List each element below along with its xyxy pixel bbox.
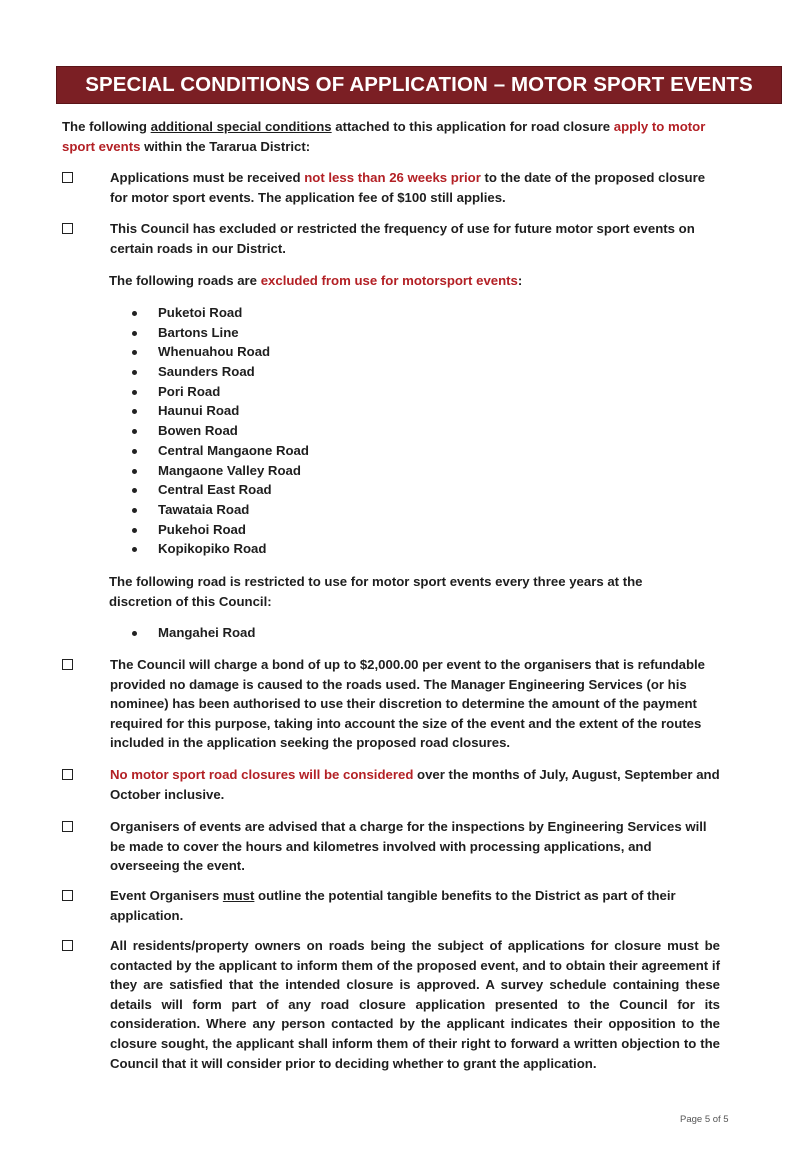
list-item [110,362,309,382]
condition-text [110,886,720,925]
restricted-roads-list [110,623,255,643]
excluded-roads-lead [109,271,709,291]
condition-text: Organisers of events are advised that a charge for the inspections by Engineering Services will be made to cover the hours and kilometres involved with processing applications, and overseeing the event. [110,819,707,874]
list-item [110,461,309,481]
road-name: Haunui Road [158,403,240,419]
road-name: Pori Road [158,383,221,399]
title-banner [56,66,782,104]
bullet-icon [132,488,137,493]
road-name: Saunders Road [158,364,255,380]
road-name: Central East Road [158,482,272,498]
intro-paragraph [62,117,730,156]
page-number: Page 5 of 5 [680,1114,729,1125]
bullet-icon [132,429,137,434]
road-name: Kopikopiko Road [158,541,267,557]
months-highlight: No motor sport road closures will be considered [110,767,414,782]
bullet-icon [132,331,137,336]
road-name: Pukehoi Road [158,521,246,537]
excluded-lead-post: : [517,273,523,288]
bullet-icon [132,311,137,316]
list-item [110,342,309,362]
intro-text-1: The following [62,119,151,134]
condition-checkbox[interactable] [62,172,73,183]
bullet-icon [132,350,137,355]
condition-text: All residents/property owners on roads being the subject of applications for closure must be contacted by the applicant to inform them of the proposed event, and to obtain their agreement if they are satisfied that the intended closure is approved. A survey schedule containing these details will form part of any road closure application presented to the Council for its consideration. Where any person contacted by the applicant indicates their opposition to the closure sought, the applicant shall inform them of their right to forward a written objection to the Council that it will consider prior to deciding whether to grant the application. [110,938,720,1071]
page-title: SPECIAL CONDITIONS OF APPLICATION – MOTOR SPORT EVENTS [85,73,753,96]
list-item [110,323,309,343]
deadline-text-pre: Applications must be received [110,170,305,185]
condition-text [110,765,720,804]
months-text: over the months of July, August, September and October inclusive. [110,767,720,802]
bullet-icon [132,449,137,454]
condition-checkbox[interactable] [62,659,73,670]
road-name: Puketoi Road [158,305,243,320]
intro-underlined: additional special conditions [150,119,332,134]
road-name: Tawataia Road [158,501,250,517]
condition-checkbox[interactable] [62,940,73,951]
list-item [110,539,309,559]
benefits-text-post: outline the potential tangible benefits to the District as part of their application. [110,888,676,923]
bullet-icon [132,547,137,552]
bullet-icon [132,631,137,636]
road-name: Whenuahou Road [158,344,271,360]
list-item [110,382,309,402]
list-item [110,520,309,540]
excluded-roads-list [110,303,309,559]
road-name: Mangahei Road [158,625,256,640]
condition-text: This Council has excluded or restricted the frequency of use for future motor sport events on certain roads in our District. [110,221,695,256]
condition-text: The Council will charge a bond of up to $2,000.00 per event to the organisers that is refundable provided no damage is caused to the roads used. The Manager Engineering Services (or his nominee) has been authorised to use their discretion to determine the amount of the payment required for this purpose, taking into account the size of the event and the extent of the routes included in the application seeking the proposed road closures. [110,657,706,751]
list-item [110,421,309,441]
restricted-roads-lead: The following road is restricted to use for motor sport events every three years at the discretion of this Council: [109,574,643,609]
condition-checkbox[interactable] [62,223,73,234]
bullet-icon [132,508,137,513]
bullet-icon [132,469,137,474]
bullet-icon [132,528,137,533]
list-item [110,401,309,421]
bullet-icon [132,370,137,375]
condition-checkbox[interactable] [62,769,73,780]
list-item [110,441,309,461]
intro-text-2: attached to this application for road closure [331,119,614,134]
road-name: Bartons Line [158,324,239,340]
list-item [110,303,309,323]
excluded-lead-highlight: excluded from use for motorsport events [260,273,518,288]
excluded-lead-pre: The following roads are [109,273,261,288]
intro-highlight: apply to motor sport events [62,119,706,154]
deadline-text-post: to the date of the proposed closure for motor sport events. The application fee of $100 still applies. [110,170,706,205]
benefits-must: must [222,888,255,903]
road-name: Mangaone Valley Road [158,462,301,478]
bullet-icon [132,409,137,414]
intro-text-3: within the Tararua District: [140,138,311,154]
road-name: Central Mangaone Road [158,442,309,458]
list-item [110,480,309,500]
bullet-icon [132,390,137,395]
list-item [110,623,255,643]
condition-checkbox[interactable] [62,890,73,901]
deadline-highlight: not less than 26 weeks prior [304,170,481,185]
benefits-text-pre: Event Organisers [110,888,223,903]
condition-text [110,168,720,207]
list-item [110,500,309,520]
road-name: Bowen Road [158,423,238,439]
condition-checkbox[interactable] [62,821,73,832]
